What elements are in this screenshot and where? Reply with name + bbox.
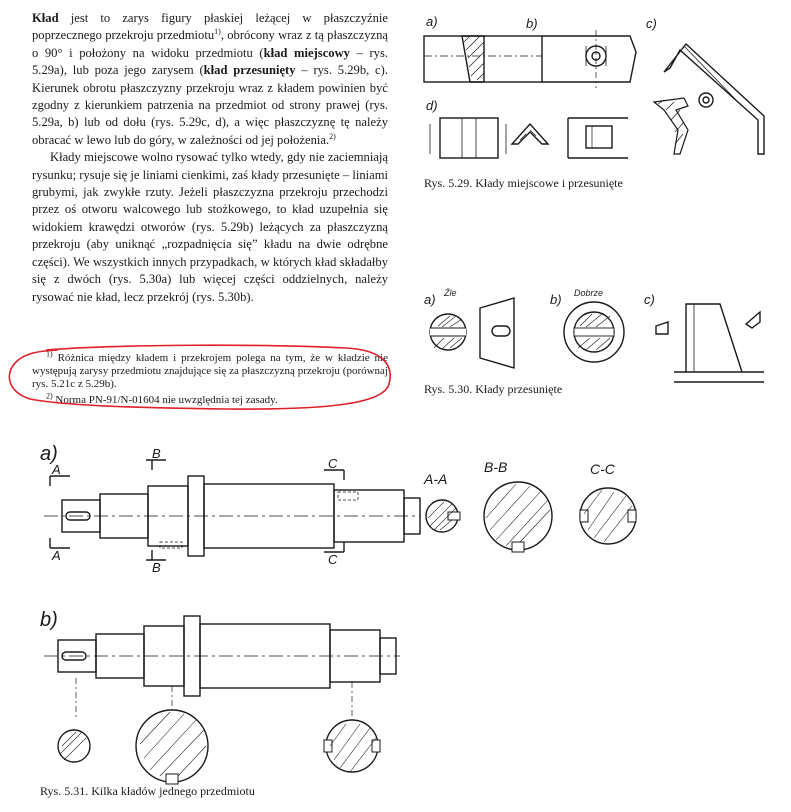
section-mark-b-top: B <box>152 446 161 461</box>
figure-5-30 <box>420 286 788 384</box>
fig529-label-a: a) <box>426 14 438 29</box>
figure-5-30-caption: Rys. 5.30. Kłady przesunięte <box>424 382 563 396</box>
section-title-cc: C-C <box>590 461 615 477</box>
fig530-good-label: Dobrze <box>574 288 604 298</box>
main-text <box>32 10 388 306</box>
fig530-bad-label: Źle <box>444 288 457 298</box>
section-mark-c-top: C <box>328 456 338 471</box>
section-mark-a-bottom: A <box>52 548 61 563</box>
fig531-label-a: a) <box>40 443 58 465</box>
footnote-2: $^{2)}$ Norma PN-91/N-01604 nie uwzględnia tej zasady. <box>46 390 278 406</box>
figure-5-29-caption: Rys. 5.29. Kłady miejscowe i przesunięte <box>424 176 623 190</box>
figure-5-31-caption: Rys. 5.31. Kilka kładów jednego przedmiotu <box>40 784 255 798</box>
section-title-aa: A-A <box>424 471 448 487</box>
paragraph-2: Kłady miejscowe wolno rysować tylko wtedy, gdy nie zaciemniają rysunku; rysuje się je liniami cienkimi, zaś kłady przesunięte – liniami grubymi, jak zwykłe rzuty. Jeżeli płaszczyzna przekroju przechodzi przez oś otworu walcowego lub stożkowego, to kład uzupełnia się widokiem krawędzi otworów (rys. 5.29b) leżących za płaszczyzną przekroju (aby uniknąć „rozpadnięcia się” kładu na dwie odrębne części). We wszystkich innych przypadkach, w których kład składałby się z dwóch (rys. 5.30a) lub więcej części oddzielnych, należy rysować nie kład, lecz przekrój (rys. 5.30b). <box>32 150 388 304</box>
red-annotation-circle <box>6 344 391 412</box>
fig530-label-a: a) <box>424 292 436 307</box>
section-mark-a-top: A <box>52 462 61 477</box>
fig531-label-b: b) <box>40 609 58 631</box>
figure-5-31 <box>0 430 791 810</box>
fig529-label-b: b) <box>526 16 538 31</box>
figure-5-29 <box>418 6 778 174</box>
fig529-label-d: d) <box>426 98 438 113</box>
fig529-label-c: c) <box>646 16 657 31</box>
section-mark-c-bottom: C <box>328 552 338 567</box>
fig530-label-b: b) <box>550 292 562 307</box>
section-title-bb: B-B <box>484 459 508 475</box>
paragraph-1: Kład jest to zarys figury płaskiej leżącej w płaszczyźnie poprzecznego przekroju przedmiotu$^{1)}$, obrócony wraz z tą płaszczyzną o 90° i położony na widoku przedmiotu (kład miejscowy – rys. 5.29a), lub poza jego zarysem (kład przesunięty – rys. 5.29b, c). Kierunek obrotu płaszczyzny przekroju wraz z kładem powinien być zgodny z kierunkiem patrzenia na przedmiot od strony prawej (rys. 5.29a, b) lub od dołu (rys. 5.29c, d), a więc płaszczyznę tę należy obracać w lewo lub do góry, w zależności od jej położenia.$^{2)}$ <box>32 11 388 147</box>
footnote-1: $^{1)}$ Różnica między kładem i przekrojem polega na tym, że w kładzie nie występują zarysy przedmiotu znajdujące się za płaszczyzną przekroju (porównaj rys. 5.21c z 5.29b). <box>32 349 388 391</box>
term-klad: Kład <box>32 11 59 25</box>
section-mark-b-bottom: B <box>152 560 161 575</box>
fig530-label-c: c) <box>644 292 655 307</box>
